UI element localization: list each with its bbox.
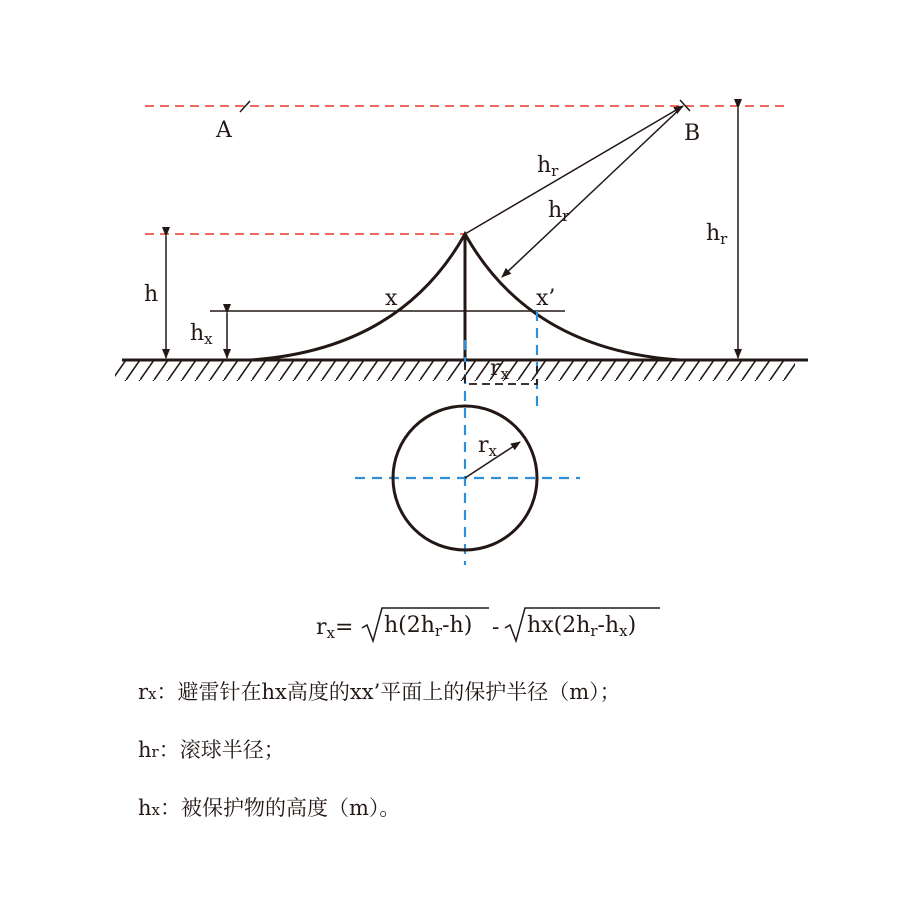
legend-hr-subscript: r (151, 743, 159, 761)
label-rx-ground: rx (490, 356, 509, 383)
legend-hx (138, 792, 400, 822)
legend-rx (138, 676, 621, 706)
legend-rx-text: ：避雷针在hx高度的xx’平面上的保护半径（m）； (156, 680, 621, 704)
formula (316, 608, 660, 642)
legend-hx-symbol: h (138, 796, 152, 820)
legend-rx-symbol: r (138, 680, 149, 704)
label-x: x (385, 286, 398, 311)
radius-line-rod-to-b (465, 106, 683, 234)
ground-hatching (115, 361, 795, 381)
radius-line-b-to-curve (502, 106, 683, 277)
legend-hr (138, 734, 285, 764)
label-rx-circle: rx (478, 433, 497, 460)
svg-text:-: - (492, 615, 500, 640)
label-hr-upper: hr (537, 153, 559, 180)
label-b: B (684, 121, 701, 146)
label-hx: hx (190, 321, 213, 348)
legend-rx-subscript: x (148, 685, 157, 703)
legend-hx-text: ：被保护物的高度（m）。 (160, 796, 401, 820)
legend-hr-text: ：滚球半径； (158, 738, 285, 762)
label-hr-lower: hr (548, 198, 570, 225)
label-hr-right: hr (706, 221, 728, 248)
label-x-prime: x’ (536, 286, 556, 311)
legend-hr-symbol: h (138, 738, 152, 762)
svg-text:hx(2hr-hx): hx(2hr-hx) (527, 613, 637, 640)
svg-text:rx=: rx= (316, 615, 354, 642)
label-a: A (216, 118, 232, 143)
svg-text:h(2hr-h): h(2hr-h) (384, 613, 473, 640)
legend-hx-subscript: x (151, 801, 160, 819)
label-h: h (144, 282, 159, 307)
